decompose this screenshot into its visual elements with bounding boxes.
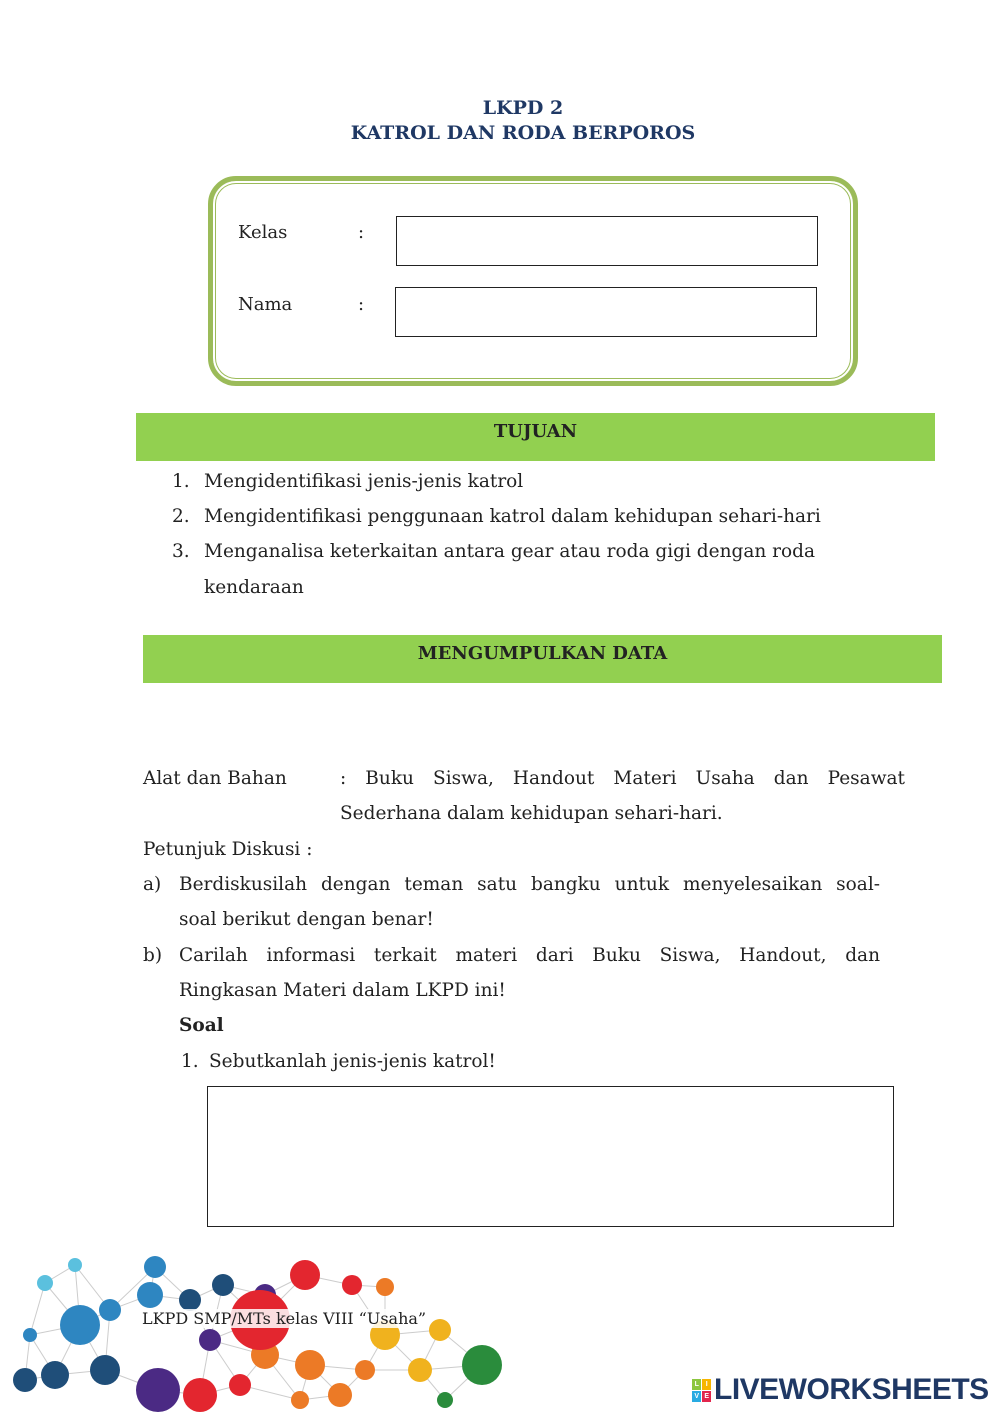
nama-colon: : xyxy=(358,294,365,315)
network-node xyxy=(229,1374,251,1396)
network-node xyxy=(144,1256,166,1278)
network-link xyxy=(30,1283,45,1335)
petunjuk-label: Petunjuk Diskusi : xyxy=(143,839,313,860)
network-node xyxy=(429,1319,451,1341)
network-node xyxy=(13,1368,37,1392)
mengumpulkan-data-heading: MENGUMPULKAN DATA xyxy=(143,635,942,683)
network-node xyxy=(136,1368,180,1412)
network-node xyxy=(41,1361,69,1389)
soal-label: Soal xyxy=(179,1015,224,1036)
nama-input[interactable] xyxy=(395,287,817,337)
network-node xyxy=(183,1378,217,1412)
logo-letter: I xyxy=(702,1379,711,1390)
petunjuk-mark-a: a) xyxy=(143,874,162,895)
worksheet-title: KATROL DAN RODA BERPOROS xyxy=(350,122,696,144)
network-node xyxy=(179,1289,201,1311)
brand-name: LIVEWORKSHEETS xyxy=(714,1373,989,1406)
network-node xyxy=(408,1358,432,1382)
logo-letter: L xyxy=(692,1379,701,1390)
network-node xyxy=(99,1299,121,1321)
soal-num-1: 1. xyxy=(181,1051,199,1072)
network-node xyxy=(212,1274,234,1296)
tujuan-num-3: 3. xyxy=(172,541,190,562)
network-node xyxy=(68,1258,82,1272)
network-node xyxy=(437,1392,453,1408)
network-node xyxy=(90,1355,120,1385)
network-node xyxy=(199,1329,221,1351)
liveworksheets-icon xyxy=(692,1379,711,1402)
tujuan-heading: TUJUAN xyxy=(136,413,935,461)
kelas-label: Kelas xyxy=(238,222,288,243)
tujuan-item-3: Menganalisa keterkaitan antara gear atau roda gigi dengan roda xyxy=(204,541,816,562)
tujuan-item-1: Mengidentifikasi jenis-jenis katrol xyxy=(204,471,524,492)
petunjuk-b: Carilah informasi terkait materi dari Buku Siswa, Handout, dan xyxy=(179,945,880,966)
liveworksheets-logo xyxy=(692,1373,989,1407)
network-node xyxy=(37,1275,53,1291)
kelas-colon: : xyxy=(358,222,365,243)
kelas-input[interactable] xyxy=(396,216,818,266)
identity-frame xyxy=(208,176,858,386)
network-node xyxy=(328,1383,352,1407)
network-node xyxy=(355,1360,375,1380)
petunjuk-b-cont: Ringkasan Materi dalam LKPD ini! xyxy=(179,980,506,1001)
logo-letter: E xyxy=(702,1391,711,1402)
alat-label: Alat dan Bahan xyxy=(143,768,287,789)
petunjuk-a: Berdiskusilah dengan teman satu bangku untuk menyelesaikan soal- xyxy=(179,874,880,895)
network-node xyxy=(291,1391,309,1409)
network-node xyxy=(342,1275,362,1295)
alat-text-cont: Sederhana dalam kehidupan sehari-hari. xyxy=(340,803,723,824)
tujuan-item-2: Mengidentifikasi penggunaan katrol dalam kehidupan sehari-hari xyxy=(204,506,821,527)
soal-answer-box-1[interactable] xyxy=(207,1086,894,1227)
network-node xyxy=(137,1282,163,1308)
network-node xyxy=(23,1328,37,1342)
network-node xyxy=(376,1278,394,1296)
alat-text: : Buku Siswa, Handout Materi Usaha dan Pesawat xyxy=(340,768,905,789)
network-node xyxy=(60,1305,100,1345)
tujuan-item-3-cont: kendaraan xyxy=(204,577,304,598)
logo-letter: V xyxy=(692,1391,701,1402)
nama-label: Nama xyxy=(238,294,293,315)
soal-question-1: Sebutkanlah jenis-jenis katrol! xyxy=(209,1051,496,1072)
network-node xyxy=(295,1350,325,1380)
tujuan-num-2: 2. xyxy=(172,506,190,527)
petunjuk-a-cont: soal berikut dengan benar! xyxy=(179,909,434,930)
footer-text: LKPD SMP/MTs kelas VIII “Usaha” xyxy=(142,1309,427,1328)
network-node xyxy=(462,1345,502,1385)
petunjuk-mark-b: b) xyxy=(143,945,163,966)
tujuan-num-1: 1. xyxy=(172,471,190,492)
network-node xyxy=(290,1260,320,1290)
worksheet-number: LKPD 2 xyxy=(482,97,564,119)
